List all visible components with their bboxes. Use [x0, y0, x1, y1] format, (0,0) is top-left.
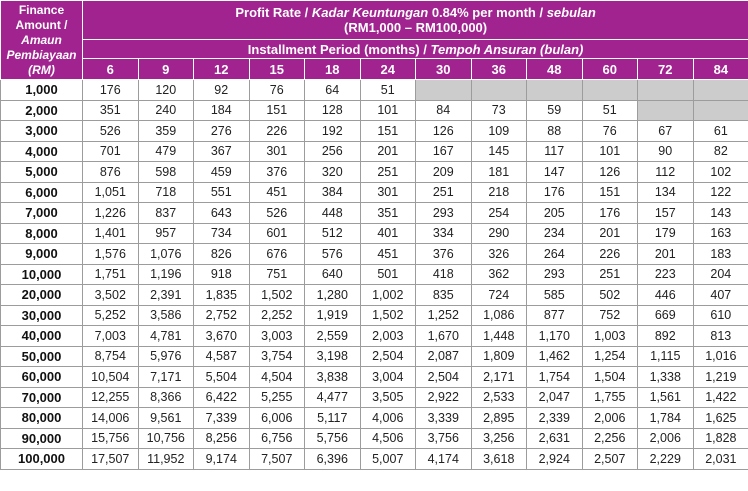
installment-value-cell: 7,339	[194, 408, 250, 429]
installment-value-cell: 5,255	[249, 387, 305, 408]
finance-amount-header	[1, 1, 83, 80]
installment-value-cell: 1,754	[527, 367, 583, 388]
unavailable-cell	[638, 100, 694, 121]
installment-value-cell: 2,006	[582, 408, 638, 429]
installment-value-cell: 5,976	[138, 346, 194, 367]
term-header-cell: 12	[194, 59, 250, 80]
installment-value-cell: 407	[693, 285, 748, 306]
installment-value-cell: 1,670	[416, 326, 472, 347]
installment-value-cell: 459	[194, 162, 250, 183]
installment-value-cell: 234	[527, 223, 583, 244]
installment-value-cell: 157	[638, 203, 694, 224]
installment-value-cell: 6,396	[305, 449, 361, 470]
installment-value-cell: 4,504	[249, 367, 305, 388]
installment-value-cell: 2,559	[305, 326, 361, 347]
installment-value-cell: 151	[249, 100, 305, 121]
installment-value-cell: 4,506	[360, 428, 416, 449]
table-row	[1, 244, 748, 265]
installment-value-cell: 1,076	[138, 244, 194, 265]
installment-value-cell: 320	[305, 162, 361, 183]
rate-italic-2: sebulan	[546, 5, 596, 20]
installment-value-cell: 448	[305, 203, 361, 224]
installment-value-cell: 334	[416, 223, 472, 244]
installment-value-cell: 1,784	[638, 408, 694, 429]
term-header-cell: 6	[83, 59, 139, 80]
table-row	[1, 141, 748, 162]
installment-value-cell: 1,401	[83, 223, 139, 244]
installment-value-cell: 3,670	[194, 326, 250, 347]
installment-value-cell: 192	[305, 121, 361, 142]
installment-value-cell: 1,196	[138, 264, 194, 285]
installment-value-cell: 2,922	[416, 387, 472, 408]
installment-value-cell: 290	[471, 223, 527, 244]
installment-value-cell: 1,502	[360, 305, 416, 326]
installment-value-cell: 835	[416, 285, 472, 306]
installment-value-cell: 183	[693, 244, 748, 265]
rate-prefix: Profit Rate /	[235, 5, 312, 20]
installment-value-cell: 6,422	[194, 387, 250, 408]
installment-value-cell: 1,561	[638, 387, 694, 408]
term-header-cell: 48	[527, 59, 583, 80]
installment-value-cell: 8,256	[194, 428, 250, 449]
installment-value-cell: 526	[249, 203, 305, 224]
amount-header-line2: Amount /	[15, 17, 68, 32]
installment-value-cell: 209	[416, 162, 472, 183]
installment-value-cell: 109	[471, 121, 527, 142]
installment-value-cell: 2,507	[582, 449, 638, 470]
installment-value-cell: 176	[83, 80, 139, 101]
installment-value-cell: 1,338	[638, 367, 694, 388]
installment-value-cell: 218	[471, 182, 527, 203]
installment-value-cell: 205	[527, 203, 583, 224]
finance-amount-cell: 60,000	[1, 367, 83, 388]
installment-value-cell: 3,502	[83, 285, 139, 306]
installment-value-cell: 276	[194, 121, 250, 142]
rate-range: (RM1,000 – RM100,000)	[344, 20, 488, 35]
installment-value-cell: 1,254	[582, 346, 638, 367]
installment-value-cell: 813	[693, 326, 748, 347]
finance-amount-cell: 100,000	[1, 449, 83, 470]
installment-value-cell: 957	[138, 223, 194, 244]
unavailable-cell	[693, 80, 748, 101]
installment-value-cell: 2,504	[416, 367, 472, 388]
installment-value-cell: 3,756	[416, 428, 472, 449]
installment-value-cell: 4,587	[194, 346, 250, 367]
rate-mid: 0.84% per month /	[428, 5, 547, 20]
installment-value-cell: 598	[138, 162, 194, 183]
installment-value-cell: 3,618	[471, 449, 527, 470]
installment-value-cell: 2,252	[249, 305, 305, 326]
installment-value-cell: 2,031	[693, 449, 748, 470]
installment-value-cell: 326	[471, 244, 527, 265]
installment-value-cell: 293	[416, 203, 472, 224]
installment-value-cell: 2,533	[471, 387, 527, 408]
installment-value-cell: 1,422	[693, 387, 748, 408]
installment-value-cell: 7,171	[138, 367, 194, 388]
installment-value-cell: 11,952	[138, 449, 194, 470]
installment-value-cell: 892	[638, 326, 694, 347]
term-header-cell: 15	[249, 59, 305, 80]
installment-value-cell: 2,924	[527, 449, 583, 470]
installment-value-cell: 2,752	[194, 305, 250, 326]
installment-value-cell: 502	[582, 285, 638, 306]
installment-value-cell: 1,219	[693, 367, 748, 388]
installment-value-cell: 1,755	[582, 387, 638, 408]
installment-value-cell: 9,174	[194, 449, 250, 470]
table-row	[1, 408, 748, 429]
installment-value-cell: 4,174	[416, 449, 472, 470]
installment-value-cell: 7,003	[83, 326, 139, 347]
installment-value-cell: 82	[693, 141, 748, 162]
table-row	[1, 449, 748, 470]
installment-value-cell: 163	[693, 223, 748, 244]
term-header-cell: 24	[360, 59, 416, 80]
installment-value-cell: 1,835	[194, 285, 250, 306]
installment-value-cell: 2,256	[582, 428, 638, 449]
installment-value-cell: 512	[305, 223, 361, 244]
installment-value-cell: 1,919	[305, 305, 361, 326]
installment-value-cell: 51	[360, 80, 416, 101]
finance-amount-cell: 3,000	[1, 121, 83, 142]
installment-value-cell: 1,086	[471, 305, 527, 326]
period-prefix: Installment Period (months) /	[247, 41, 431, 57]
installment-value-cell: 251	[416, 182, 472, 203]
installment-value-cell: 120	[138, 80, 194, 101]
period-italic: Tempoh Ansuran (bulan)	[430, 41, 584, 57]
installment-value-cell: 301	[360, 182, 416, 203]
installment-value-cell: 676	[249, 244, 305, 265]
installment-value-cell: 1,002	[360, 285, 416, 306]
installment-value-cell: 401	[360, 223, 416, 244]
installment-value-cell: 8,754	[83, 346, 139, 367]
installment-value-cell: 6,756	[249, 428, 305, 449]
amount-header-line1: Finance	[18, 2, 65, 17]
installment-value-cell: 264	[527, 244, 583, 265]
finance-amount-cell: 80,000	[1, 408, 83, 429]
finance-amount-cell: 90,000	[1, 428, 83, 449]
installment-value-cell: 61	[693, 121, 748, 142]
installment-value-cell: 5,007	[360, 449, 416, 470]
installment-value-cell: 1,280	[305, 285, 361, 306]
finance-amount-cell: 20,000	[1, 285, 83, 306]
installment-value-cell: 204	[693, 264, 748, 285]
table-row	[1, 121, 748, 142]
installment-value-cell: 4,781	[138, 326, 194, 347]
installment-value-cell: 9,561	[138, 408, 194, 429]
finance-amount-cell: 6,000	[1, 182, 83, 203]
installment-value-cell: 1,003	[582, 326, 638, 347]
unavailable-cell	[416, 80, 472, 101]
installment-value-cell: 367	[194, 141, 250, 162]
installment-value-cell: 3,003	[249, 326, 305, 347]
installment-value-cell: 102	[693, 162, 748, 183]
installment-value-cell: 1,751	[83, 264, 139, 285]
installment-value-cell: 1,051	[83, 182, 139, 203]
table-row	[1, 203, 748, 224]
installment-value-cell: 1,252	[416, 305, 472, 326]
installment-value-cell: 88	[527, 121, 583, 142]
installment-value-cell: 256	[305, 141, 361, 162]
installment-value-cell: 2,047	[527, 387, 583, 408]
installment-value-cell: 351	[360, 203, 416, 224]
unavailable-cell	[693, 100, 748, 121]
finance-amount-cell: 50,000	[1, 346, 83, 367]
table-row	[1, 367, 748, 388]
installment-value-cell: 17,507	[83, 449, 139, 470]
installment-value-cell: 2,087	[416, 346, 472, 367]
finance-amount-cell: 9,000	[1, 244, 83, 265]
installment-value-cell: 2,631	[527, 428, 583, 449]
table-row	[1, 264, 748, 285]
installment-value-cell: 376	[416, 244, 472, 265]
table-row	[1, 100, 748, 121]
installment-value-cell: 3,754	[249, 346, 305, 367]
finance-amount-cell: 40,000	[1, 326, 83, 347]
installment-value-cell: 2,171	[471, 367, 527, 388]
installment-value-cell: 526	[83, 121, 139, 142]
installment-value-cell: 3,198	[305, 346, 361, 367]
installment-value-cell: 293	[527, 264, 583, 285]
finance-amount-cell: 4,000	[1, 141, 83, 162]
installment-value-cell: 15,756	[83, 428, 139, 449]
installment-value-cell: 101	[582, 141, 638, 162]
installment-value-cell: 176	[582, 203, 638, 224]
installment-value-cell: 3,256	[471, 428, 527, 449]
unavailable-cell	[638, 80, 694, 101]
installment-value-cell: 143	[693, 203, 748, 224]
installment-value-cell: 7,507	[249, 449, 305, 470]
term-header-row	[1, 59, 748, 80]
table-row	[1, 285, 748, 306]
term-header-cell: 84	[693, 59, 748, 80]
installment-value-cell: 384	[305, 182, 361, 203]
installment-value-cell: 585	[527, 285, 583, 306]
installment-value-cell: 73	[471, 100, 527, 121]
amount-header-line3: Amaun	[21, 32, 62, 47]
installment-value-cell: 5,504	[194, 367, 250, 388]
installment-value-cell: 2,003	[360, 326, 416, 347]
installment-value-cell: 10,756	[138, 428, 194, 449]
installment-value-cell: 501	[360, 264, 416, 285]
installment-value-cell: 3,586	[138, 305, 194, 326]
installment-value-cell: 12,255	[83, 387, 139, 408]
installment-value-cell: 376	[249, 162, 305, 183]
installment-value-cell: 351	[83, 100, 139, 121]
installment-value-cell: 1,448	[471, 326, 527, 347]
installment-value-cell: 201	[638, 244, 694, 265]
installment-value-cell: 151	[582, 182, 638, 203]
finance-amount-cell: 10,000	[1, 264, 83, 285]
installment-value-cell: 64	[305, 80, 361, 101]
term-header-cell: 36	[471, 59, 527, 80]
installment-value-cell: 877	[527, 305, 583, 326]
installment-value-cell: 184	[194, 100, 250, 121]
amount-header-line4: Pembiayaan	[6, 47, 77, 62]
installment-value-cell: 752	[582, 305, 638, 326]
installment-value-cell: 1,502	[249, 285, 305, 306]
installment-period-header	[83, 40, 748, 59]
installment-value-cell: 1,462	[527, 346, 583, 367]
installment-value-cell: 5,756	[305, 428, 361, 449]
installment-value-cell: 2,006	[638, 428, 694, 449]
installment-value-cell: 126	[582, 162, 638, 183]
installment-value-cell: 201	[360, 141, 416, 162]
installment-value-cell: 147	[527, 162, 583, 183]
finance-amount-cell: 30,000	[1, 305, 83, 326]
installment-value-cell: 92	[194, 80, 250, 101]
installment-value-cell: 3,339	[416, 408, 472, 429]
table-row	[1, 305, 748, 326]
installment-value-cell: 551	[194, 182, 250, 203]
installment-value-cell: 251	[360, 162, 416, 183]
installment-value-cell: 1,226	[83, 203, 139, 224]
finance-amount-cell: 1,000	[1, 80, 83, 101]
installment-value-cell: 734	[194, 223, 250, 244]
finance-amount-cell: 8,000	[1, 223, 83, 244]
installment-value-cell: 1,828	[693, 428, 748, 449]
installment-value-cell: 610	[693, 305, 748, 326]
installment-value-cell: 76	[582, 121, 638, 142]
installment-value-cell: 128	[305, 100, 361, 121]
installment-value-cell: 2,339	[527, 408, 583, 429]
installment-value-cell: 576	[305, 244, 361, 265]
installment-value-cell: 181	[471, 162, 527, 183]
installment-value-cell: 3,838	[305, 367, 361, 388]
unavailable-cell	[582, 80, 638, 101]
installment-value-cell: 2,391	[138, 285, 194, 306]
installment-value-cell: 643	[194, 203, 250, 224]
unavailable-cell	[471, 80, 527, 101]
installment-value-cell: 669	[638, 305, 694, 326]
unavailable-cell	[527, 80, 583, 101]
installment-value-cell: 3,505	[360, 387, 416, 408]
installment-value-cell: 2,229	[638, 449, 694, 470]
installment-value-cell: 4,006	[360, 408, 416, 429]
installment-value-cell: 3,004	[360, 367, 416, 388]
installment-value-cell: 76	[249, 80, 305, 101]
installment-value-cell: 1,170	[527, 326, 583, 347]
installment-value-cell: 59	[527, 100, 583, 121]
installment-value-cell: 14,006	[83, 408, 139, 429]
installment-value-cell: 301	[249, 141, 305, 162]
term-header-cell: 60	[582, 59, 638, 80]
installment-value-cell: 4,477	[305, 387, 361, 408]
installment-value-cell: 84	[416, 100, 472, 121]
term-header-cell: 9	[138, 59, 194, 80]
finance-amount-cell: 2,000	[1, 100, 83, 121]
installment-value-cell: 5,252	[83, 305, 139, 326]
installment-value-cell: 601	[249, 223, 305, 244]
installment-value-cell: 1,809	[471, 346, 527, 367]
rate-italic: Kadar Keuntungan	[311, 5, 429, 20]
installment-value-cell: 1,576	[83, 244, 139, 265]
installment-value-cell: 151	[360, 121, 416, 142]
installment-value-cell: 254	[471, 203, 527, 224]
installment-value-cell: 418	[416, 264, 472, 285]
installment-value-cell: 751	[249, 264, 305, 285]
installment-value-cell: 451	[249, 182, 305, 203]
installment-value-cell: 176	[527, 182, 583, 203]
installment-value-cell: 251	[582, 264, 638, 285]
installment-value-cell: 226	[582, 244, 638, 265]
installment-value-cell: 1,016	[693, 346, 748, 367]
installment-value-cell: 6,006	[249, 408, 305, 429]
installment-value-cell: 876	[83, 162, 139, 183]
table-row	[1, 80, 748, 101]
installment-value-cell: 101	[360, 100, 416, 121]
installment-value-cell: 826	[194, 244, 250, 265]
installment-value-cell: 51	[582, 100, 638, 121]
table-row	[1, 428, 748, 449]
installment-value-cell: 2,895	[471, 408, 527, 429]
table-body	[1, 80, 748, 470]
installment-value-cell: 145	[471, 141, 527, 162]
profit-rate-header	[83, 1, 748, 40]
installment-value-cell: 701	[83, 141, 139, 162]
installment-value-cell: 201	[582, 223, 638, 244]
installment-value-cell: 240	[138, 100, 194, 121]
finance-amount-cell: 5,000	[1, 162, 83, 183]
installment-value-cell: 1,625	[693, 408, 748, 429]
installment-value-cell: 223	[638, 264, 694, 285]
installment-value-cell: 362	[471, 264, 527, 285]
table-row	[1, 387, 748, 408]
installment-value-cell: 122	[693, 182, 748, 203]
table-row	[1, 162, 748, 183]
installment-value-cell: 179	[638, 223, 694, 244]
finance-amount-cell: 70,000	[1, 387, 83, 408]
installment-value-cell: 1,115	[638, 346, 694, 367]
installment-value-cell: 167	[416, 141, 472, 162]
installment-value-cell: 359	[138, 121, 194, 142]
installment-value-cell: 126	[416, 121, 472, 142]
installment-value-cell: 479	[138, 141, 194, 162]
table-row	[1, 326, 748, 347]
installment-value-cell: 10,504	[83, 367, 139, 388]
installment-value-cell: 90	[638, 141, 694, 162]
installment-value-cell: 837	[138, 203, 194, 224]
installment-value-cell: 8,366	[138, 387, 194, 408]
table-row	[1, 223, 748, 244]
installment-value-cell: 134	[638, 182, 694, 203]
installment-value-cell: 451	[360, 244, 416, 265]
table-row	[1, 346, 748, 367]
installment-value-cell: 446	[638, 285, 694, 306]
installment-value-cell: 918	[194, 264, 250, 285]
finance-amount-cell: 7,000	[1, 203, 83, 224]
table-row	[1, 182, 748, 203]
installment-value-cell: 226	[249, 121, 305, 142]
installment-value-cell: 724	[471, 285, 527, 306]
installment-value-cell: 640	[305, 264, 361, 285]
installment-value-cell: 117	[527, 141, 583, 162]
installment-value-cell: 67	[638, 121, 694, 142]
installment-value-cell: 718	[138, 182, 194, 203]
installment-value-cell: 5,117	[305, 408, 361, 429]
term-header-cell: 72	[638, 59, 694, 80]
amount-header-line5: (RM)	[28, 62, 55, 77]
term-header-cell: 18	[305, 59, 361, 80]
term-header-cell: 30	[416, 59, 472, 80]
installment-value-cell: 1,504	[582, 367, 638, 388]
installment-value-cell: 2,504	[360, 346, 416, 367]
installment-value-cell: 112	[638, 162, 694, 183]
